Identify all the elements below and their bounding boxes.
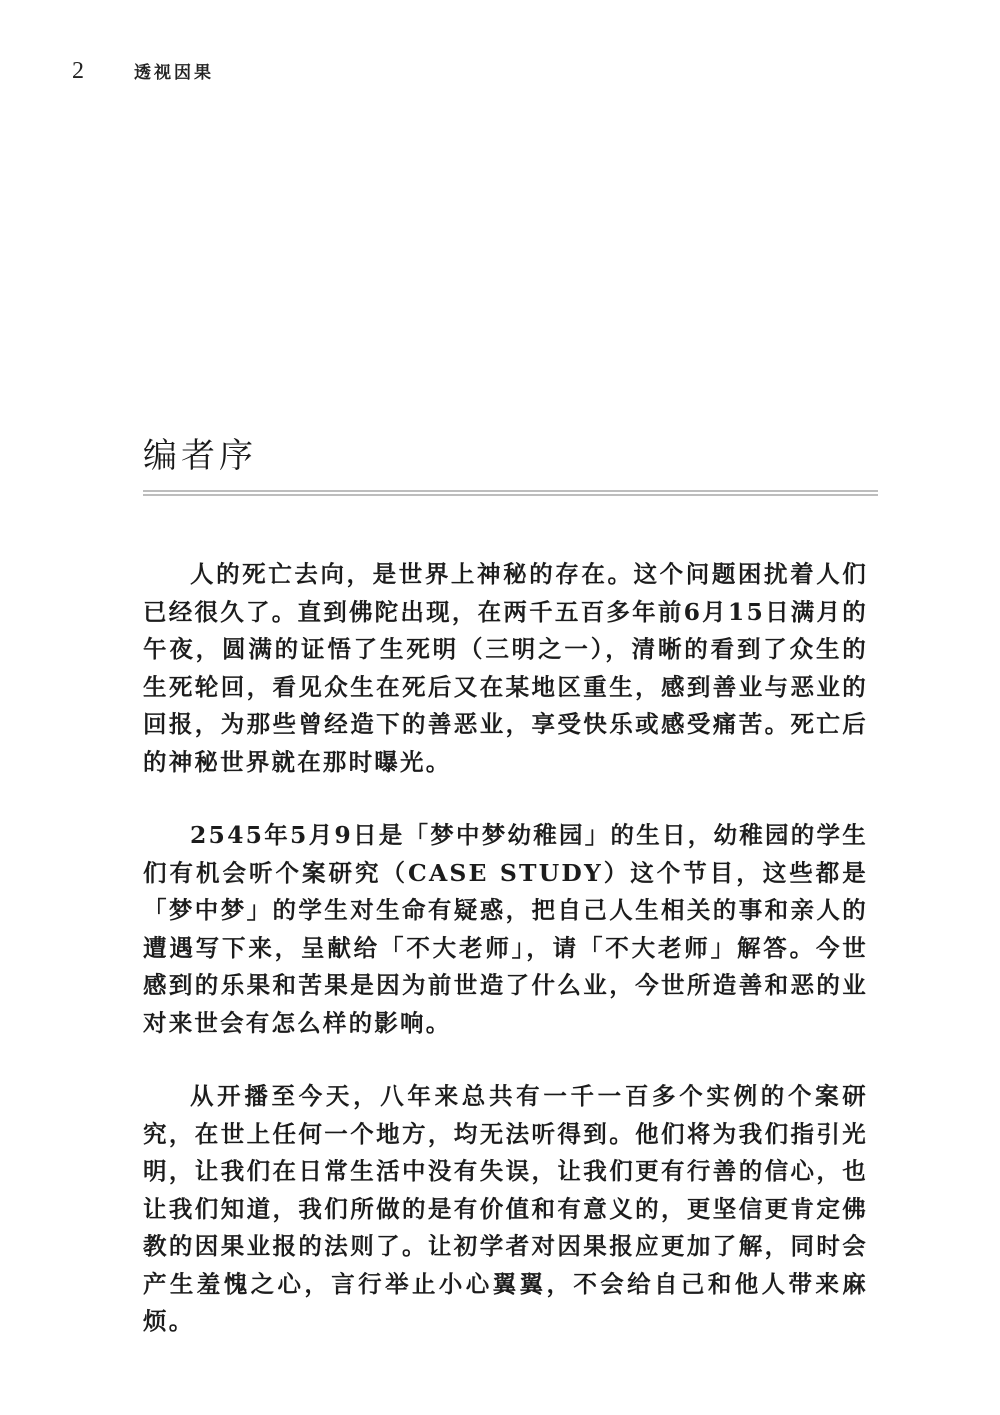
running-title: 透视因果 xyxy=(134,63,214,83)
paragraph: 人的死亡去向，是世界上神秘的存在。这个问题困扰着人们已经很久了。直到佛陀出现，在两千五百多年前6月15日满月的午夜，圆满的证悟了生死明（三明之一），清晰的看到了众生的生死轮回，看见众生在死后又在某地区重生，感到善业与恶业的回报，为那些曾经造下的善恶业，享受快乐或感受痛苦。死亡后的神秘世界就在那时曝光。 xyxy=(143,560,868,776)
page-header xyxy=(72,58,214,85)
chapter-title: 编者序 xyxy=(143,436,257,476)
paragraph: 从开播至今天，八年来总共有一千一百多个实例的个案研究，在世上任何一个地方，均无法听得到。他们将为我们指引光明，让我们在日常生活中没有失误，让我们更有行善的信心，也让我们知道，我们所做的是有价值和有意义的，更坚信更肯定佛教的因果业报的法则了。让初学者对因果报应更加了解，同时会产生羞愧之心，言行举止小心翼翼，不会给自己和他人带来麻烦。 xyxy=(143,1082,868,1335)
page-number: 2 xyxy=(72,58,84,84)
title-divider xyxy=(143,490,878,496)
paragraph: 2545年5月9日是「梦中梦幼稚园」的生日，幼稚园的学生们有机会听个案研究（CASE STUDY）这个节目，这些都是「梦中梦」的学生对生命有疑惑，把自己人生相关的事和亲人的遭遇写下来，呈献给「不大老师」，请「不大老师」解答。今世感到的乐果和苦果是因为前世造了什么业，今世所造善和恶的业对来世会有怎么样的影响。 xyxy=(143,821,868,1037)
body-text xyxy=(143,556,868,1377)
